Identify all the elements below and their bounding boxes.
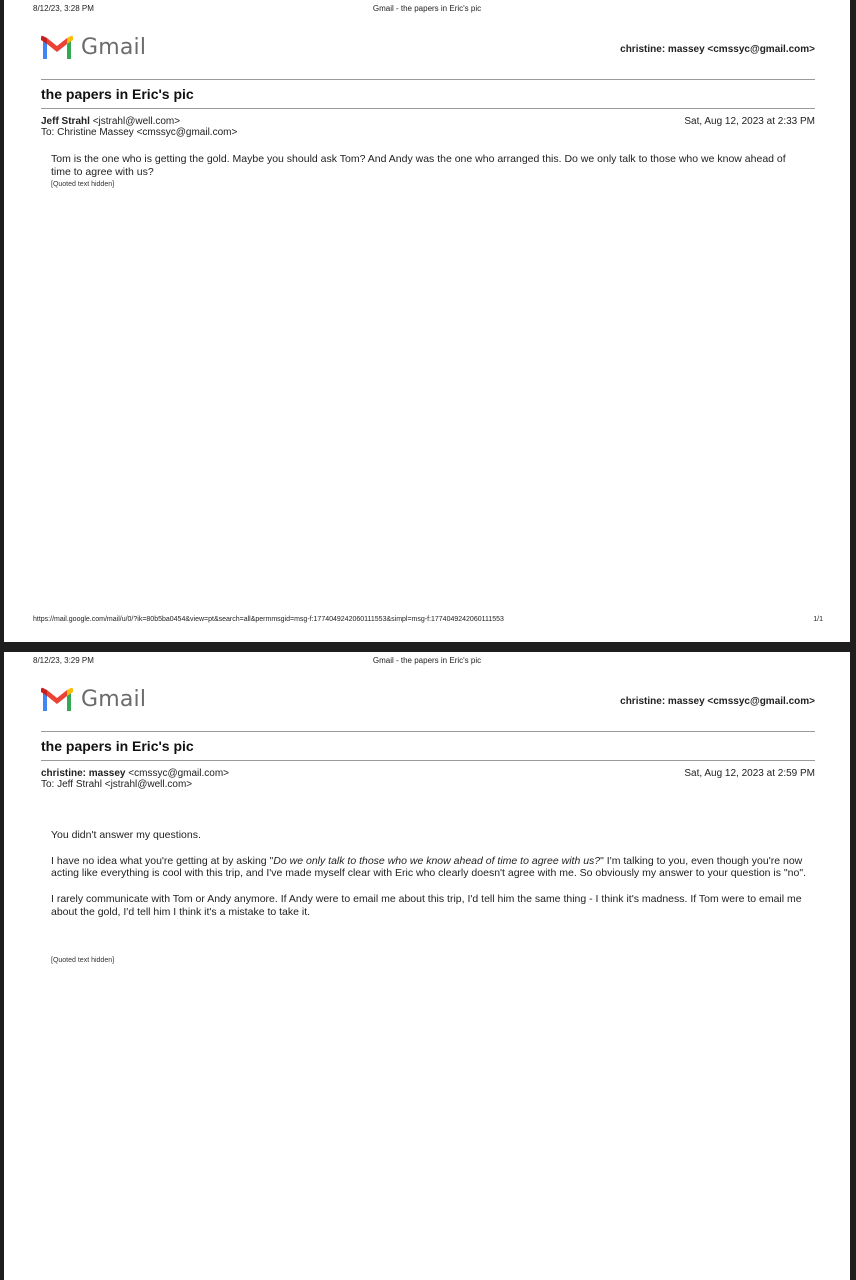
printed-page-2 [4,652,850,1280]
print-footer [33,616,823,626]
sender-email: <cmssyc@gmail.com> [128,768,230,779]
gmail-logo-icon [41,35,73,59]
divider [41,79,815,80]
body-text: I have no idea what you're getting at by asking " [51,854,274,867]
quoted-text-hidden[interactable]: [Quoted text hidden] [51,180,115,188]
quoted-text-hidden[interactable]: [Quoted text hidden] [51,956,115,964]
print-url: https://mail.google.com/mail/u/0/?ik=80b5ba0454&view=pt&search=all&permmsgid=msg-f:1774049242060111553&simpl=msg-f:1774049242060111553 [33,616,504,623]
body-paragraph: I rarely communicate with Tom or Andy anymore. If Andy were to email me about this trip, I'd tell him the same thing - I think it's madness. If Tom were to email me about the gold, I'd tell him I think it's a mistake to take it. [51,892,802,918]
recipient: To: Jeff Strahl <jstrahl@well.com> [41,779,193,790]
sender-email: <jstrahl@well.com> [92,116,181,127]
message-date: Sat, Aug 12, 2023 at 2:33 PM [684,116,815,127]
body-paragraph [51,855,806,881]
body-paragraph: You didn't answer my questions. [51,829,201,841]
body-text: " I'm talking to you, even though you're now acting like everything is cool with this trip, and I've made myself clear with Eric who clearly doesn't agree with me. So obviously my answer to your question is "no". [51,854,806,880]
divider [41,760,815,761]
gmail-logo [41,686,146,712]
sender-name: Jeff Strahl [41,116,90,127]
divider [41,108,815,109]
email-body [51,829,806,967]
gmail-logo-text: Gmail [81,34,147,60]
print-date: 8/12/23, 3:29 PM [33,656,94,665]
account-label: christine: massey <cmssyc@gmail.com> [620,696,815,707]
body-paragraph: Tom is the one who is getting the gold. Maybe you should ask Tom? And Andy was the one who arranged this. Do we only talk to those who we know ahead of time to agree with us? [51,153,786,178]
gmail-logo-text: Gmail [81,686,147,712]
page-number: 1/1 [813,616,823,623]
gmail-logo [41,34,146,60]
printed-page-1 [4,0,850,642]
print-title: Gmail - the papers in Eric's pic [372,656,482,665]
print-header [33,656,821,668]
sender [41,116,180,127]
quoted-question: Do we only talk to those who we know ahead of time to agree with us? [273,854,601,867]
gmail-logo-icon [41,687,73,711]
print-title: Gmail - the papers in Eric's pic [372,4,482,13]
message-date: Sat, Aug 12, 2023 at 2:59 PM [684,768,815,779]
print-date: 8/12/23, 3:28 PM [33,4,94,13]
email-body [51,153,806,191]
sender [41,768,229,779]
account-label: christine: massey <cmssyc@gmail.com> [620,44,815,55]
email-subject: the papers in Eric's pic [41,738,194,754]
print-header [33,4,821,16]
recipient: To: Christine Massey <cmssyc@gmail.com> [41,127,238,138]
divider [41,731,815,732]
sender-name: christine: massey [41,768,126,779]
email-subject: the papers in Eric's pic [41,86,194,102]
